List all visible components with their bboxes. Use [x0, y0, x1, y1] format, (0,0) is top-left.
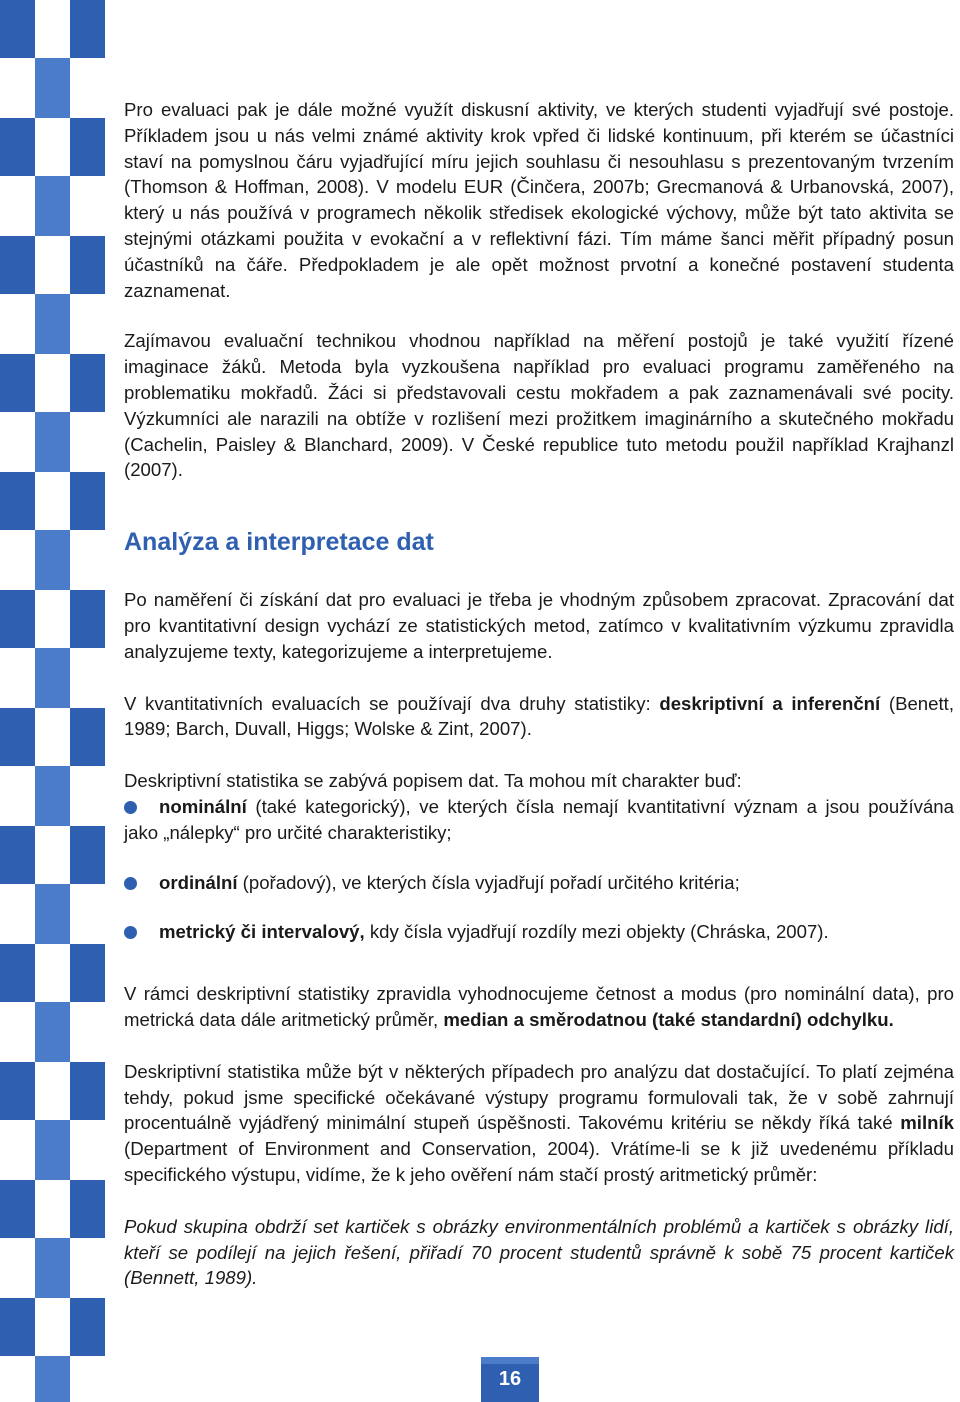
decorative-checker-strip: [0, 0, 105, 1402]
list-item-metric-text: kdy čísla vyjadřují rozdíly mezi objekty (Chráska, 2007).: [364, 921, 829, 943]
list-item-metric: [124, 919, 954, 945]
list-item-ordinal: [124, 870, 954, 896]
descriptive-measures-bold: median a směrodatnou (také standardní) odchylku.: [443, 1008, 894, 1030]
section-heading: Analýza a interpretace dat: [124, 528, 434, 557]
strip-column-middle: [35, 0, 70, 1402]
milestone-text-start: Deskriptivní statistika může být v některých případech pro analýzu dat dostačující. To platí zejména tehdy, pokud jsme specifické očekávané výstupy programu formulovali tak, že v sobě zahrnují procentuálně vyjádřený minimální stupeň úspěšnosti. Takovému kritériu se někdy říká také: [124, 1060, 954, 1134]
strip-column-inner: [70, 0, 105, 1402]
paragraph-data-processing: Po naměření či získání dat pro evaluaci je třeba je vhodným způsobem zpracovat. Zpracování dat pro kvantitativní design vychází ze statistických metod, zatímco v kvalitativním výzkumu zpravidla analyzujeme texty, kategorizujeme a interpretujeme.: [124, 589, 954, 662]
descriptive-measures-text: V rámci deskriptivní statistiky zpravidla vyhodnocujeme četnost a modus (pro nominální data), pro metrická data dále aritmetický průměr,: [124, 983, 954, 1030]
list-item-ordinal-term: ordinální: [159, 871, 238, 893]
statistics-types-bold: deskriptivní a inferenční: [659, 692, 881, 714]
list-item-ordinal-text: (pořadový), ve kterých čísla vyjadřují pořadí určitého kritéria;: [237, 871, 740, 893]
paragraph-example-italic: Pokud skupina obdrží set kartiček s obrázky environmentálních problémů a kartiček s obrázky lidí, kteří se podílejí na jejich řešení, přiřadí 70 procent studentů správně k sobě 75 procent kartiček (Bennett, 1989).: [124, 1215, 954, 1289]
list-item-metric-term: metrický či intervalový,: [159, 921, 365, 943]
list-item-nominal-term: nominální: [159, 795, 247, 817]
list-item-nominal-text: (také kategorický), ve kterých čísla nemají kvantitativní význam a jsou používána jako „nálepky“ pro určité charakteristiky;: [124, 795, 954, 843]
page-number-bar: [481, 1357, 539, 1364]
paragraph-statistics-types: [124, 691, 954, 743]
paragraph-guided-imagery: Zajímavou evaluační technikou vhodnou například na měření postojů je také využití řízené imaginace žáků. Metoda byla vyzkoušena například pro evaluaci programu zaměřeného na problematiku mokřadů. Žáci si představovali cestu mokřadem a pak zaznamenávali své pocity. Výzkumníci ale narazili na obtíže v rozlišení mezi prožitkem imaginárního a skutečného mokřadu (Cachelin, Paisley & Blanchard, 2009). V České republice tuto metodu použil například Krajhanzl (2007).: [124, 330, 954, 481]
milestone-text-end: (Department of Environment and Conservation, 2004). Vrátíme-li se k již uvedenému příkladu specifického výstupu, vidíme, že k jeho ověření nám stačí prostý aritmetický průměr:: [124, 1138, 954, 1185]
bullet-dot-icon: [124, 926, 137, 939]
milestone-term: milník: [900, 1112, 954, 1134]
paragraph-descriptive-measures: [124, 981, 954, 1033]
strip-column-outer: [0, 0, 35, 1402]
paragraph-milestone: [124, 1059, 954, 1188]
statistics-types-citation: (Benett, 1989; Barch, Duvall, Higgs; Wolske & Zint, 2007).: [124, 692, 954, 740]
page-number-badge: [481, 1357, 539, 1402]
bullet-dot-icon: [124, 877, 137, 890]
list-item-nominal: [124, 794, 954, 846]
page-number: 16: [498, 1368, 522, 1390]
paragraph-descriptive-intro: Deskriptivní statistika se zabývá popisem dat. Ta mohou mít charakter buď:: [124, 770, 742, 792]
bullet-dot-icon: [124, 801, 137, 814]
paragraph-discussion-activities: Pro evaluaci pak je dále možné využít diskusní aktivity, ve kterých studenti vyjadřují své postoje. Příkladem jsou u nás velmi známé aktivity krok vpřed či lidské kontinuum, při kterém se účastníci staví na pomyslnou čáru vyjadřující míru jejich souhlasu či nesouhlasu s prezentovaným tvrzením (Thomson & Hoffman, 2008). V modelu EUR (Činčera, 2007b; Grecmanová & Urbanovská, 2007), který u nás používá v programech několik středisek ekologické výchovy, může být tato aktivita se stejnými otázkami použita v evokační a v reflektivní fázi. Tím máme šanci měřit případný posun účastníků na čáře. Předpokladem je ale opět možnost prvotní a konečné postavení studenta zaznamenat.: [124, 99, 954, 301]
page-body: [124, 97, 954, 1291]
statistics-types-text: V kvantitativních evaluacích se používají dva druhy statistiky:: [124, 692, 660, 714]
